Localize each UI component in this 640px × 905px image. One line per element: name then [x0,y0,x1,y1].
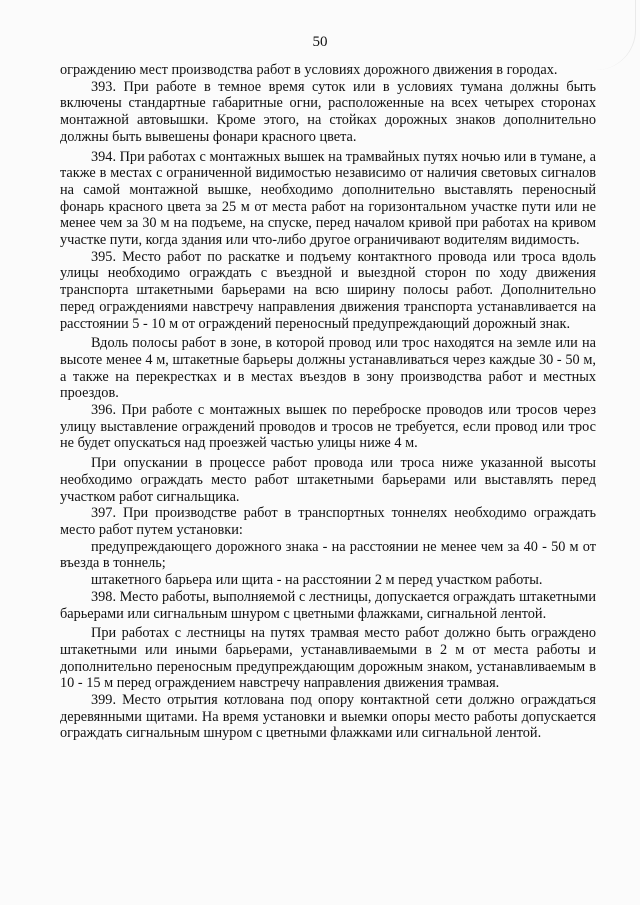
paragraph-396: 396. При работе с монтажных вышек по переброске проводов или тросов через улицу выставление ограждений проводов и тросов не требуется, если провод или трос не будет опускаться над проезжей частью улицы ниже 4 м. [60,402,596,452]
paragraph-395-cont: Вдоль полосы работ в зоне, в которой провод или трос находятся на земле или на высоте менее 4 м, штакетные барьеры должны устанавливаться через каждые 30 - 50 м, а также на перекрестках и в местах въездов в зону производства работ и местных проездов. [60,335,596,402]
paragraph-393: 393. При работе в темное время суток или в условиях тумана должны быть включены стандартные габаритные огни, расположенные на всех четырех сторонах монтажной автовышки. Кроме этого, на стойках дорожных знаков дополнительно должны быть вывешены фонари красного цвета. [60,78,596,145]
paragraph-397-item-2: штакетного барьера или щита - на расстоянии 2 м перед участком работы. [91,572,543,589]
paragraph-399: 399. Место отрытия котлована под опору контактной сети должно ограждаться деревянными щитами. На время установки и выемки опоры место работы допускается ограждать сигнальным шнуром с цветными флажками или сигнальной лентой. [60,692,596,742]
document-body [60,62,596,742]
paragraph-397-item-1: предупреждающего дорожного знака - на расстоянии не менее чем за 40 - 50 м от въезда в тоннель; [60,538,596,572]
paragraph-398-cont: При работах с лестницы на путях трамвая место работ должно быть ограждено штакетными или иными барьерами, устанавливаемыми в 2 м от места работы и дополнительно переносным предупреждающим дорожным знаком, устанавливаемым в 10 - 15 м перед ограждением навстречу направления движения трамвая. [60,625,596,692]
paragraph-394: 394. При работах с монтажных вышек на трамвайных путях ночью или в тумане, а также в местах с ограниченной видимостью независимо от наличия световых сигналов на самой монтажной вышке, необходимо дополнительно выставлять переносный фонарь красного цвета за 25 м от места работ на горизонтальном участке пути или не менее чем за 30 м на подъеме, на спуске, перед началом кривой при работах на кривом участке пути, когда здания или что-либо другое ограничивают водителям видимость. [60,148,596,249]
paragraph-continuation: ограждению мест производства работ в условиях дорожного движения в городах. [60,62,558,78]
paragraph-395: 395. Место работ по раскатке и подъему контактного провода или троса вдоль улицы необходимо ограждать с въездной и выездной сторон по ходу движения транспорта штакетными барьерами на всю ширину полосы работ. Дополнительно перед ограждениями навстречу направления движения транспорта устанавливается на расстоянии 5 - 10 м от ограждений переносный предупреждающий дорожный знак. [60,248,596,332]
paragraph-396-cont: При опускании в процессе работ провода или троса ниже указанной высоты необходимо ограждать место работ штакетными барьерами или выставлять перед участком работ сигнальщика. [60,455,596,505]
paragraph-397: 397. При производстве работ в транспортных тоннелях необходимо ограждать место работ путем установки: [60,505,596,538]
paragraph-398: 398. Место работы, выполняемой с лестницы, допускается ограждать штакетными барьерами или сигнальным шнуром с цветными флажками, сигнальной лентой. [60,588,596,622]
page-number: 50 [312,34,328,50]
